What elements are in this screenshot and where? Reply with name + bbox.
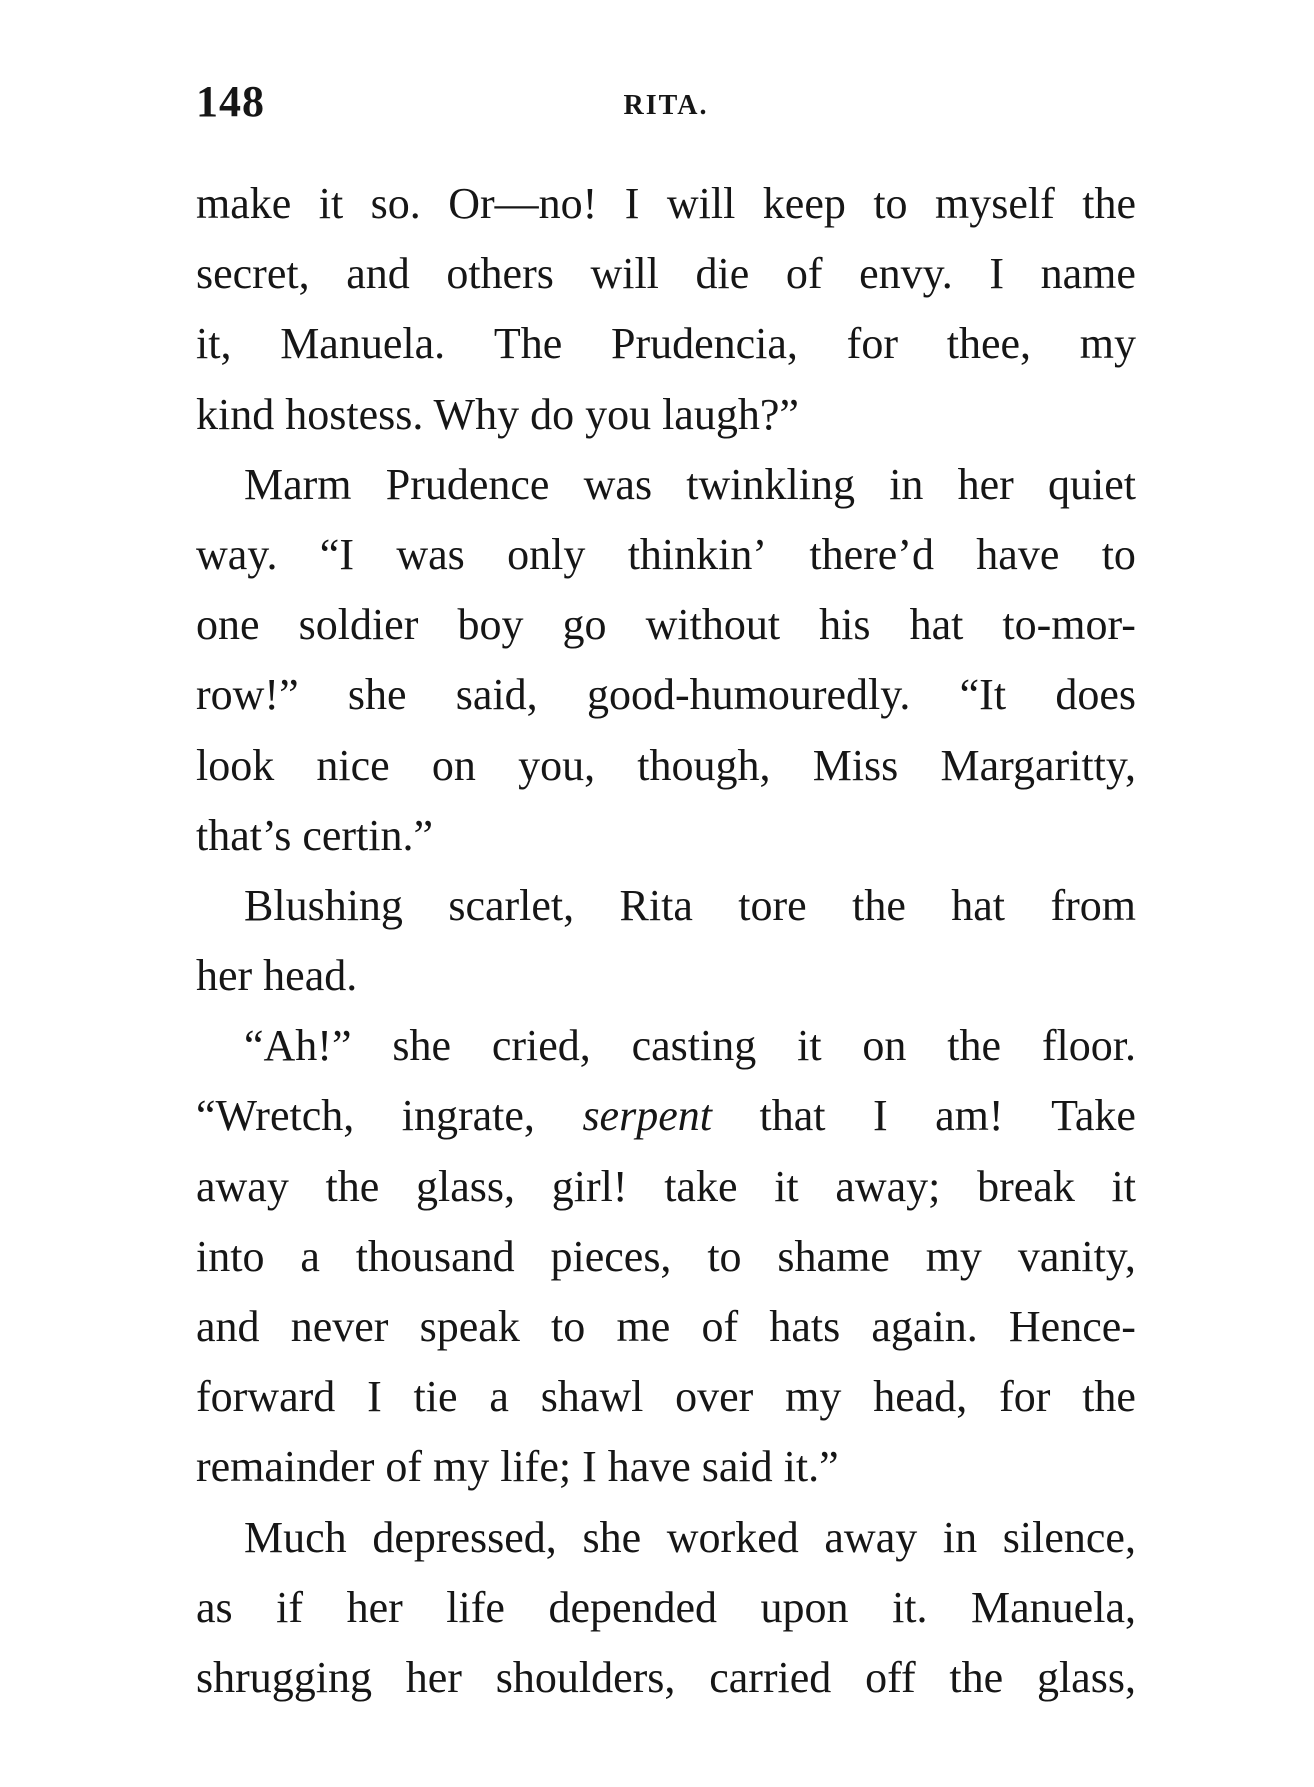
text-line <box>196 1292 1136 1362</box>
paragraph <box>196 1503 1136 1714</box>
word: her <box>405 1652 462 1702</box>
word: hat <box>951 880 1006 930</box>
word: Miss <box>812 740 899 790</box>
text-line <box>196 520 1136 590</box>
word: name <box>1040 249 1136 299</box>
word: shrugging <box>196 1652 372 1702</box>
word: over <box>675 1372 754 1422</box>
text-line <box>196 871 1136 941</box>
word: it <box>774 1161 799 1211</box>
word: depressed, <box>372 1512 557 1562</box>
word: never <box>290 1302 389 1351</box>
word: tie <box>413 1372 458 1422</box>
word: will <box>666 179 736 228</box>
word: for <box>846 319 898 369</box>
word: forward <box>196 1372 336 1422</box>
word: to <box>551 1302 586 1351</box>
word: the <box>1082 179 1136 228</box>
word: to <box>873 179 908 228</box>
page-header <box>196 72 1136 142</box>
word: from <box>1050 880 1136 930</box>
word: for <box>999 1372 1051 1422</box>
word: and <box>196 1302 260 1351</box>
word: to <box>1101 529 1136 579</box>
word: row!” <box>196 670 299 720</box>
word: speak <box>419 1302 520 1351</box>
word: cried, <box>491 1021 591 1071</box>
word: have <box>976 529 1060 579</box>
paragraph <box>196 871 1136 1011</box>
word: the <box>949 1652 1004 1702</box>
word: it <box>318 179 344 228</box>
text-line <box>196 590 1136 660</box>
word: again. <box>871 1302 978 1351</box>
word: to <box>707 1231 742 1281</box>
word: shoulders, <box>495 1652 676 1702</box>
word: his <box>819 600 871 650</box>
word: glass, <box>1036 1652 1136 1702</box>
word: on <box>862 1021 907 1071</box>
word: was <box>396 529 465 579</box>
word: good-humouredly. <box>586 670 911 720</box>
word: she <box>347 670 407 720</box>
word: quiet <box>1048 459 1136 509</box>
word: on <box>431 740 476 790</box>
text-line <box>196 169 1136 239</box>
word: secret, <box>196 249 310 299</box>
word: the <box>852 880 906 930</box>
word: keep <box>762 179 846 228</box>
word: pieces, <box>550 1231 672 1281</box>
word: head, <box>873 1372 968 1422</box>
word: my <box>785 1372 842 1422</box>
word: off <box>865 1652 916 1702</box>
word: die <box>695 249 750 299</box>
word: depended <box>548 1582 718 1632</box>
word: silence, <box>1002 1512 1136 1562</box>
text-line <box>196 731 1136 801</box>
word: envy. <box>859 249 953 299</box>
word: others <box>446 249 554 299</box>
word: myself <box>935 179 1055 228</box>
word: vanity, <box>1017 1231 1136 1281</box>
word: scarlet, <box>448 880 575 930</box>
word: without <box>645 600 781 650</box>
word: take <box>664 1161 738 1211</box>
word: twinkling <box>686 459 855 509</box>
word: a <box>489 1372 509 1422</box>
word: if <box>276 1582 304 1632</box>
text-line: kind hostess. Why do you laugh?” <box>196 389 799 439</box>
text-line <box>196 239 1136 309</box>
paragraph <box>196 1011 1136 1502</box>
word: Blushing <box>244 880 403 930</box>
word: I <box>624 179 640 228</box>
word: to-mor- <box>1002 600 1136 650</box>
word: worked <box>666 1512 799 1562</box>
word: casting <box>631 1021 757 1071</box>
word: hats <box>769 1302 841 1351</box>
word: soldier <box>298 600 419 650</box>
word: boy <box>457 600 524 650</box>
word: a <box>300 1231 320 1281</box>
word: Manuela, <box>971 1582 1136 1632</box>
word: her <box>346 1582 403 1632</box>
word: look <box>196 740 275 790</box>
text-line <box>196 1643 1136 1713</box>
word: the <box>325 1161 380 1211</box>
text-line <box>196 1011 1136 1081</box>
word: glass, <box>416 1161 516 1211</box>
word: in <box>942 1512 978 1562</box>
word: I <box>989 249 1005 299</box>
word: me <box>616 1302 671 1351</box>
word: Marm <box>244 459 352 509</box>
word: she <box>392 1021 451 1071</box>
word: “I <box>319 529 354 579</box>
word: it, <box>196 319 232 369</box>
word: she <box>582 1512 642 1562</box>
text-line <box>196 1222 1136 1292</box>
word: “It <box>959 670 1007 720</box>
body-text <box>196 169 1136 1713</box>
word: thee, <box>946 319 1032 369</box>
word: thinkin’ <box>627 529 768 579</box>
word: away; <box>835 1161 941 1211</box>
word: Take <box>1051 1091 1136 1141</box>
word: upon <box>760 1582 849 1632</box>
word: I <box>367 1372 382 1422</box>
running-title: RITA. <box>623 90 709 121</box>
word: of <box>785 249 823 299</box>
word: nice <box>316 740 390 790</box>
word: “Ah!” <box>244 1021 352 1071</box>
text-line <box>196 1503 1136 1573</box>
italic-word: serpent <box>582 1091 712 1141</box>
word: only <box>507 529 586 579</box>
text-line <box>196 1152 1136 1222</box>
word: way. <box>196 529 278 579</box>
word: does <box>1055 670 1136 720</box>
word: Hence- <box>1008 1302 1136 1351</box>
text-line: remainder of my life; I have said it.” <box>196 1442 839 1492</box>
word: as <box>196 1582 233 1632</box>
text-line-with-italic <box>196 1081 1136 1151</box>
word: her <box>957 459 1014 509</box>
word: in <box>889 459 924 509</box>
word: there’d <box>809 529 934 579</box>
word: away <box>196 1161 289 1211</box>
word: am! <box>935 1091 1004 1141</box>
text-line <box>196 450 1136 520</box>
text-line <box>196 1573 1136 1643</box>
word: into <box>196 1231 265 1281</box>
word: my <box>1079 319 1136 369</box>
text-line: that’s certin.” <box>196 810 434 860</box>
word: the <box>1082 1372 1136 1422</box>
word: of <box>701 1302 739 1351</box>
word: Prudencia, <box>611 319 798 369</box>
word: make <box>196 179 292 228</box>
word: ingrate, <box>401 1091 535 1141</box>
word: life <box>446 1582 505 1632</box>
word: Manuela. <box>280 319 446 369</box>
paragraph <box>196 169 1136 450</box>
word: Margaritty, <box>940 740 1136 790</box>
word: Much <box>244 1512 347 1562</box>
text-line <box>196 660 1136 730</box>
word: go <box>562 600 607 650</box>
paragraph <box>196 450 1136 871</box>
word: it. <box>892 1582 928 1632</box>
word: floor. <box>1041 1021 1136 1071</box>
word: tore <box>738 880 807 930</box>
word: away <box>824 1512 918 1562</box>
word: shawl <box>540 1372 644 1422</box>
word: hat <box>909 600 964 650</box>
word: my <box>925 1231 982 1281</box>
word: though, <box>637 740 771 790</box>
word: one <box>196 600 260 650</box>
text-line <box>196 309 1136 379</box>
word: Prudence <box>385 459 550 509</box>
word: break <box>977 1161 1075 1211</box>
word: it <box>797 1021 822 1071</box>
word: “Wretch, <box>196 1091 355 1141</box>
word: it <box>1111 1161 1136 1211</box>
page-number: 148 <box>196 77 265 126</box>
word: you, <box>518 740 596 790</box>
word: I <box>872 1091 888 1141</box>
word: so. <box>370 179 421 228</box>
word: and <box>346 249 410 299</box>
word: Rita <box>619 880 693 930</box>
word: Or—no! <box>448 179 598 228</box>
word: was <box>583 459 653 509</box>
word: will <box>590 249 659 299</box>
word: carried <box>709 1652 832 1702</box>
text-line <box>196 1362 1136 1432</box>
word: girl! <box>551 1161 628 1211</box>
word: The <box>493 319 563 369</box>
word: the <box>947 1021 1002 1071</box>
word: that <box>759 1091 826 1141</box>
word: said, <box>455 670 538 720</box>
text-line: her head. <box>196 951 358 1001</box>
word: shame <box>777 1231 890 1281</box>
word: thousand <box>355 1231 515 1281</box>
